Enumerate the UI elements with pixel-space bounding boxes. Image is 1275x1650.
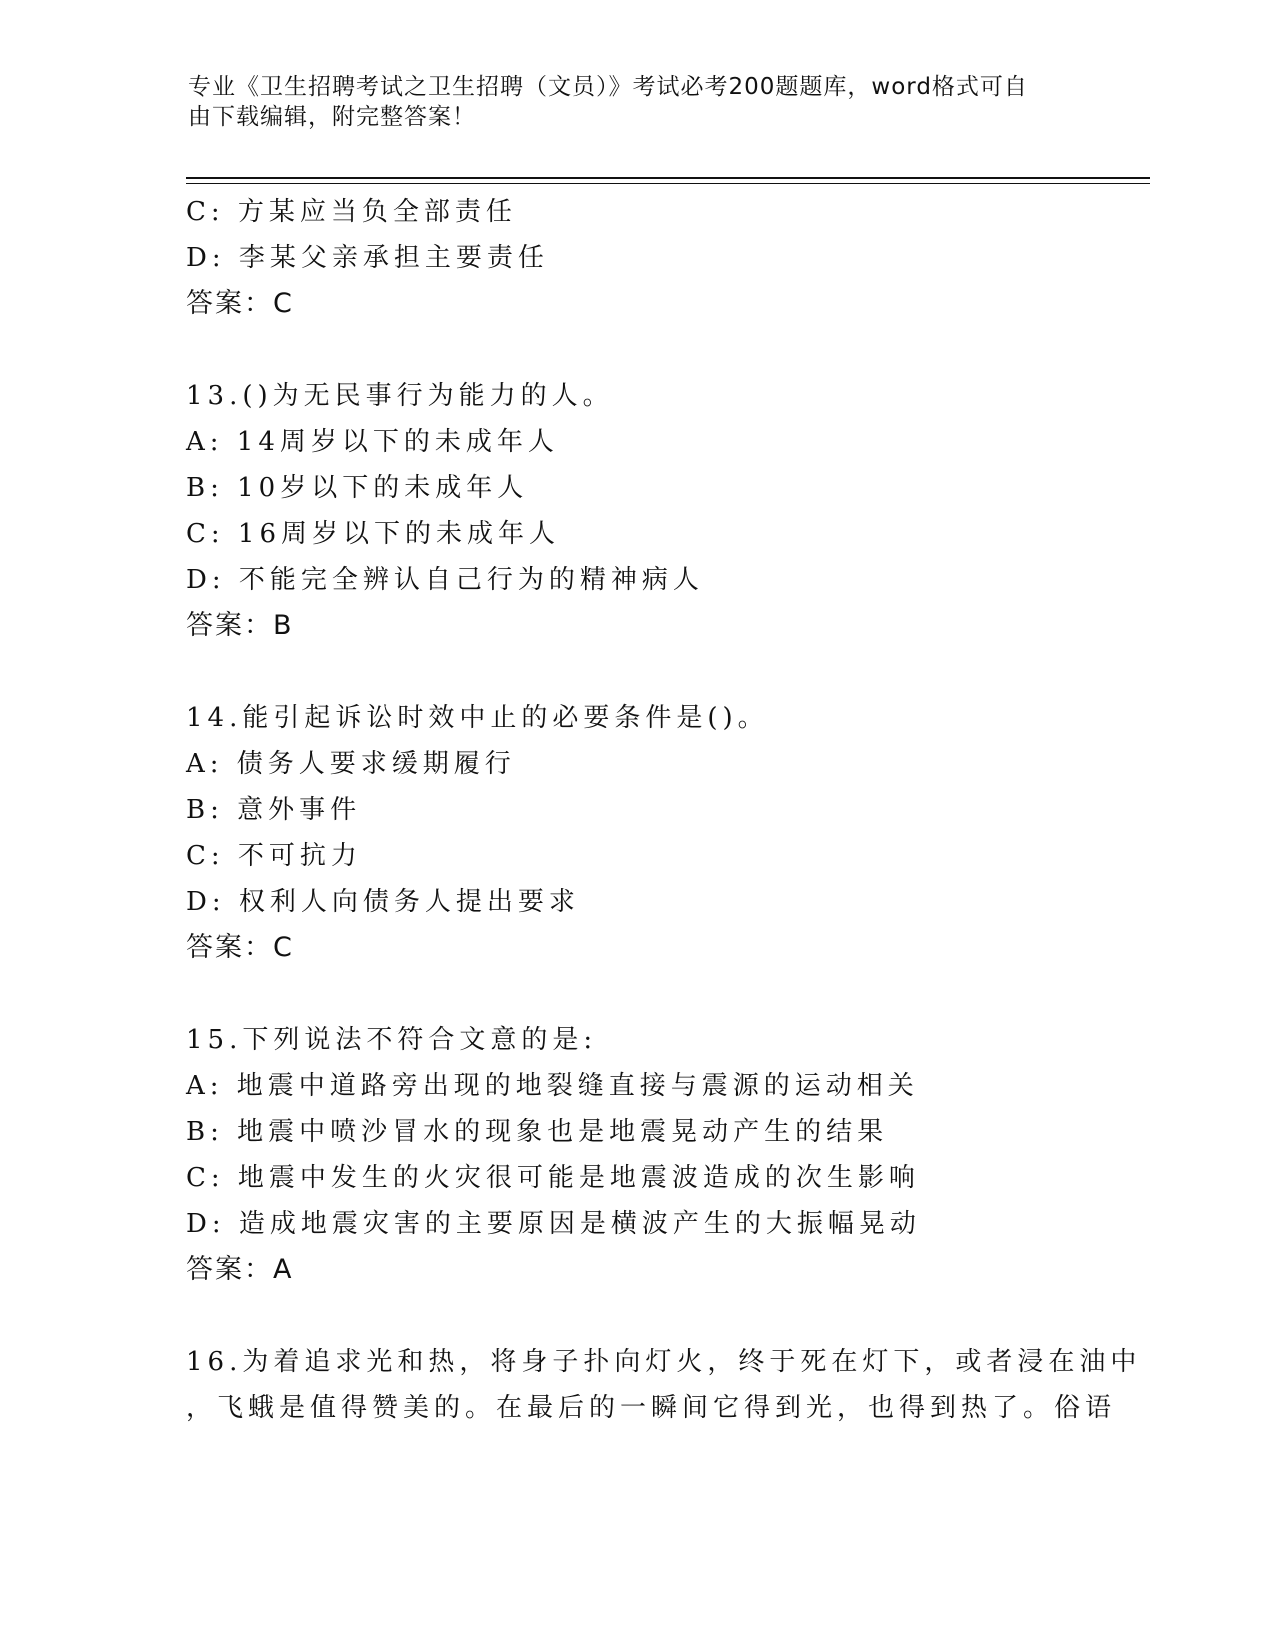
- option-b: B: 10岁以下的未成年人: [186, 473, 529, 503]
- answer-line: 答案：A: [186, 1254, 294, 1285]
- header-line-1: 专业《卫生招聘考试之卫生招聘（文员）》考试必考200题题库，word格式可自: [188, 74, 1028, 100]
- question-stem-line-2: ，飞蛾是值得赞美的。在最后的一瞬间它得到光，也得到热了。俗语: [186, 1393, 1117, 1423]
- question-gap: [186, 971, 1146, 1017]
- question-gap: [186, 327, 1146, 373]
- option-c: C: 不可抗力: [186, 841, 362, 871]
- header-divider-thin: [186, 183, 1150, 184]
- option-c: C: 地震中发生的火灾很可能是地震波造成的次生影响: [186, 1163, 920, 1193]
- question-13: [186, 373, 1146, 649]
- question-16: [186, 1339, 1146, 1431]
- question-gap: [186, 1293, 1146, 1339]
- option-d: D: 造成地震灾害的主要原因是横波产生的大振幅晃动: [186, 1209, 921, 1239]
- question-stem: 15.下列说法不符合文意的是:: [186, 1025, 598, 1055]
- answer-line: 答案：B: [186, 610, 294, 641]
- option-a: A: 债务人要求缓期履行: [186, 749, 516, 779]
- question-list: [186, 189, 1146, 1431]
- option-d: D: 李某父亲承担主要责任: [186, 243, 549, 273]
- option-a: A: 14周岁以下的未成年人: [186, 427, 559, 457]
- document-header: [188, 72, 1068, 132]
- option-d: D: 权利人向债务人提出要求: [186, 887, 580, 917]
- answer-line: 答案：C: [186, 288, 294, 319]
- option-b: B: 意外事件: [186, 795, 362, 825]
- option-a: A: 地震中道路旁出现的地裂缝直接与震源的运动相关: [186, 1071, 919, 1101]
- header-line-2: 由下载编辑，附完整答案！: [188, 104, 476, 130]
- answer-line: 答案：C: [186, 932, 294, 963]
- question-14: [186, 695, 1146, 971]
- option-d: D: 不能完全辨认自己行为的精神病人: [186, 565, 704, 595]
- question-stem-line-1: 16.为着追求光和热，将身子扑向灯火，终于死在灯下，或者浸在油中: [186, 1347, 1142, 1377]
- question-stem: 14.能引起诉讼时效中止的必要条件是()。: [186, 703, 769, 733]
- option-b: B: 地震中喷沙冒水的现象也是地震晃动产生的结果: [186, 1117, 889, 1147]
- question-stem: 13.()为无民事行为能力的人。: [186, 381, 614, 411]
- question-gap: [186, 649, 1146, 695]
- option-c: C: 方某应当负全部责任: [186, 197, 517, 227]
- question-12-tail: [186, 189, 1146, 327]
- header-divider-thick: [186, 177, 1150, 179]
- question-15: [186, 1017, 1146, 1293]
- option-c: C: 16周岁以下的未成年人: [186, 519, 561, 549]
